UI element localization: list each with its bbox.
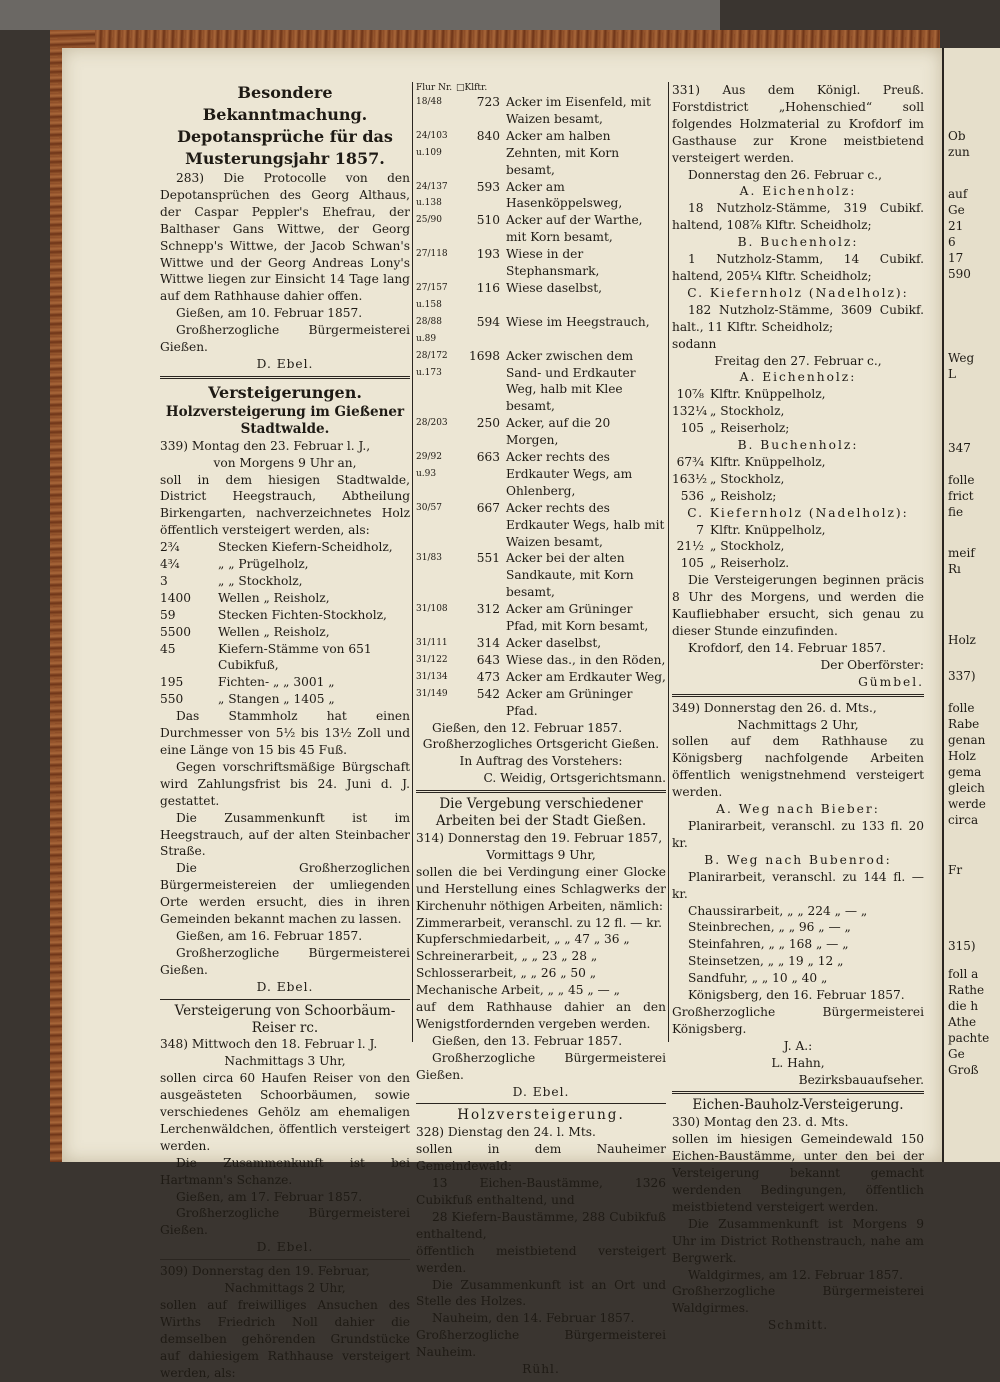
notice-authority: Großherzogliche Bürgermeisterei Nauheim. <box>416 1328 666 1360</box>
notice-314-time: Vormittags 9 Uhr, <box>486 847 596 862</box>
facing-page-fragment: 315) <box>948 939 976 953</box>
list-item: Schlosserarbeit, „ „ 26 „ 50 „ <box>416 966 597 981</box>
list-item: Mechanische Arbeit, „ „ 45 „ — „ <box>416 983 620 998</box>
heading-auctions: Versteigerungen. <box>208 382 362 402</box>
list-item: Steinsetzen, „ „ 19 „ 12 „ <box>688 954 844 969</box>
facing-page-fragment: zun <box>948 145 970 159</box>
separator <box>672 1091 924 1094</box>
facing-page-fragment: Rathe <box>948 983 985 997</box>
list-item: Chaussirarbeit, „ „ 224 „ — „ <box>688 903 868 918</box>
notice-signature: L. Hahn, <box>771 1055 825 1070</box>
list-item: 10⅞ Klftr. Knüppelholz, <box>676 387 826 402</box>
notice-330-date: 330) Montag den 23. d. Mts. <box>672 1115 849 1130</box>
notice-signature: D. Ebel. <box>256 1240 314 1255</box>
notice-authority: Großherzogliches Ortsgericht Gießen. <box>422 737 660 752</box>
facing-page-fragment: Rı <box>948 562 961 576</box>
heading-wood-auction: Holzversteigerung im Gießener Stadtwalde. <box>165 403 405 437</box>
table-row: 28/203 250 Acker, auf die 20 Morgen, <box>416 416 611 448</box>
notice-328-text: sollen in dem Nauheimer Gemeindewald: <box>416 1142 666 1174</box>
wood-category: A. Eichenholz: <box>739 184 857 199</box>
facing-page-fragment: pachte <box>948 1031 990 1045</box>
list-item: 105 „ Reiserholz. <box>680 556 790 571</box>
list-item: Steinbrechen, „ „ 96 „ — „ <box>688 920 851 935</box>
notice-328-text: 28 Kiefern-Baustämme, 288 Cubikfuß enthaltend, <box>416 1209 666 1241</box>
separator <box>160 376 410 379</box>
wood-category-text: 182 Nutzholz-Stämme, 3609 Cubikf. halt., 11 Klftr. Scheidholz; <box>672 302 924 334</box>
column-divider <box>412 82 413 1042</box>
table-row: 27/118 193 Wiese in der Stephansmark, <box>416 247 600 279</box>
facing-page-fragment: Athe <box>948 1015 977 1029</box>
table-row: 28/172 u.173 1698 Acker zwischen dem Sand- und Erdkauter Weg, halb mit Klee besamt, <box>416 348 636 414</box>
wood-category-text: 1 Nutzholz-Stamm, 14 Cubikf. haltend, 205¼ Klftr. Scheidholz; <box>672 252 924 283</box>
list-item: Planirarbeit, veranschl. zu 144 fl. — kr. <box>672 869 924 901</box>
table-row: 30/57 667 Acker rechts des Erdkauter Wegs, halb mit Waizen besamt, <box>416 500 665 549</box>
list-item: 21½ „ Stockholz, <box>676 539 785 554</box>
table-row: 31/122 643 Wiese das., in den Röden, <box>416 652 666 667</box>
table-row: 27/157 u.158 116 Wiese daselbst, <box>416 280 603 310</box>
notice-signature: D. Ebel. <box>512 1084 570 1099</box>
notice-339-text: soll in dem hiesigen Stadtwalde, District Heegstrauch, Abtheilung Birkengarten, nachverzeichnetes Holz öffentlich versteigert werden, als: <box>160 472 410 538</box>
facing-page-fragment: Ob <box>948 129 966 143</box>
notice-330-text: Die Zusammenkunft ist Morgens 9 Uhr im District Rothenstrauch, nahe am Bergwerk. <box>672 1216 924 1265</box>
list-item: Sandfuhr, „ „ 10 „ 40 „ <box>688 971 828 986</box>
notice-date: Gießen, den 13. Februar 1857. <box>432 1033 623 1048</box>
heading-wood-auction-2: Holzversteigerung. <box>457 1107 625 1124</box>
list-item: 3 „ „ Stockholz, <box>160 573 303 588</box>
notice-314-text: auf dem Rathhause dahier an den Wenigstfordernden vergeben werden. <box>416 1000 666 1031</box>
notice-309-date: 309) Donnerstag den 19. Februar, <box>160 1264 370 1279</box>
parcel-table <box>416 94 666 720</box>
notice-331-day: Donnerstag den 26. Februar c., <box>688 167 882 182</box>
notice-348-date: 348) Mittwoch den 18. Februar l. J. <box>160 1037 378 1052</box>
facing-page-fragment: genan <box>948 733 986 747</box>
list-item: 195 Fichten- „ „ 3001 „ <box>160 675 335 690</box>
notice-349-date: 349) Donnerstag den 26. d. Mts., <box>672 700 877 715</box>
notice-331-day: Freitag den 27. Februar c., <box>714 353 882 368</box>
notice-330-text: sollen im hiesigen Gemeindewald 150 Eichen-Baustämme, unter den bei der Versteigerung bekannt gemacht werdenden Bedingungen, öffentlich meistbietend versteigert werden. <box>672 1132 924 1214</box>
road-section: B. Weg nach Bubenrod: <box>704 852 892 867</box>
facing-page-fragment: meif <box>948 546 975 560</box>
table-row: 25/90 510 Acker auf der Warthe, mit Korn besamt, <box>416 213 643 245</box>
notice-authority: In Auftrag des Vorstehers: <box>459 754 623 769</box>
notice-signature: C. Weidig, Ortsgerichtsmann. <box>483 771 666 786</box>
list-item: Planirarbeit, veranschl. zu 133 fl. 20 kr. <box>672 818 924 850</box>
heading-oak-auction: Eichen-Bauholz-Versteigerung. <box>692 1097 904 1114</box>
notice-date: Königsberg, den 16. Februar 1857. <box>688 988 905 1003</box>
notice-signature: Gümbel. <box>858 674 924 689</box>
list-item: 536 „ Reisholz; <box>680 488 777 503</box>
wood-category: B. Buchenholz: <box>737 235 859 250</box>
table-header: Flur Nr. □Klftr. <box>416 83 488 93</box>
separator <box>672 694 924 697</box>
notice-authority: Großherzogliche Bürgermeisterei Gießen. <box>160 945 410 977</box>
facing-page-fragment: L <box>948 367 956 381</box>
table-row: 31/83 551 Acker bei der alten Sandkaute, mit Korn besamt, <box>416 551 634 600</box>
facing-page-fragment: gema <box>948 765 982 779</box>
list-item: 105 „ Reiserholz; <box>680 421 790 436</box>
facing-page-fragment: Weg <box>948 351 975 365</box>
list-item: 67¾ Klftr. Knüppelholz, <box>676 454 826 469</box>
separator <box>416 1103 666 1104</box>
facing-page-fragment: foll a <box>948 967 979 981</box>
heading-works-allocation: Die Vergebung verschiedener Arbeiten bei der Stadt Gießen. <box>435 796 647 830</box>
list-item: Kupferschmiedarbeit, „ „ 47 „ 36 „ <box>416 932 630 947</box>
list-item: 59 Stecken Fichten-Stockholz, <box>160 607 387 622</box>
facing-page-fragment: folle <box>948 701 975 715</box>
notice-314-text: sollen die bei Verdingung einer Glocke und Herstellung eines Schlagwerks der Kirchenuhr nöthigen Arbeiten, nämlich: <box>416 864 666 913</box>
notice-date: Gießen, den 12. Februar 1857. <box>432 720 623 735</box>
notice-339-date: 339) Montag den 23. Februar l. J., <box>160 438 371 453</box>
notice-331-text: Die Versteigerungen beginnen präcis 8 Uhr des Morgens, und werden die Kaufliebhaber ersucht, sich genau zu dieser Stunde einzufinden. <box>672 573 924 638</box>
notice-348-text: sollen circa 60 Haufen Reiser von den ausgeästeten Schoorbäumen, sowie verschiedenes Gehölz am ehemaligen Lerchenwäldchen, öffentlich versteigert werden. <box>160 1071 410 1153</box>
notice-authority: Großherzogliche Bürgermeisterei Königsberg. <box>672 1004 924 1036</box>
notice-314-date: 314) Donnerstag den 19. Februar 1857, <box>416 830 663 845</box>
book-binding-top <box>95 30 940 50</box>
column-divider <box>668 82 669 1042</box>
table-row: 24/137 u.138 593 Acker am Hasenköppelsweg, <box>416 179 623 211</box>
notice-authority: Großherzogliche Bürgermeisterei Gießen. <box>416 1050 666 1082</box>
notice-date: Gießen, am 10. Februar 1857. <box>176 306 363 321</box>
facing-page-fragment: die h <box>948 999 979 1013</box>
column-1 <box>160 82 410 1382</box>
list-item: Schreinerarbeit, „ „ 23 „ 28 „ <box>416 949 598 964</box>
table-row: 31/134 473 Acker am Erdkauter Weg, <box>416 669 666 684</box>
facing-page-fragment: folle <box>948 473 975 487</box>
notice-349-text: sollen auf dem Rathhause zu Königsberg nachfolgende Arbeiten öffentlich wenigstnehmend versteigert werden. <box>672 734 924 800</box>
notice-339-time: von Morgens 9 Uhr an, <box>213 455 357 470</box>
separator <box>160 1259 410 1260</box>
facing-page-fragment: frict <box>948 489 974 503</box>
table-row: 31/149 542 Acker am Grüninger Pfad. <box>416 686 633 718</box>
table-row: 28/88 u.89 594 Wiese im Heegstrauch, <box>416 314 650 344</box>
wood-category: C. Kiefernholz (Nadelholz): <box>687 505 909 520</box>
notice-328-text: 13 Eichen-Baustämme, 1326 Cubikfuß enthaltend, und <box>416 1176 666 1207</box>
notice-signature: D. Ebel. <box>256 356 314 371</box>
notice-date: Nauheim, den 14. Februar 1857. <box>432 1311 635 1326</box>
separator <box>160 999 410 1000</box>
list-item: 163½ „ Stockholz, <box>672 471 785 486</box>
notice-309-text: sollen auf freiwilliges Ansuchen des Wirths Friedrich Noll dahier die demselben gehörenden Grundstücke auf dahiesigem Rathhause versteigert werden, als: <box>160 1298 410 1380</box>
facing-page-fragment: 17 <box>948 251 964 265</box>
table-row: 18/48 723 Acker im Eisenfeld, mit Waizen besamt, <box>416 95 651 126</box>
facing-page-fragment: auf <box>948 187 968 201</box>
notice-date: Gießen, am 17. Februar 1857. <box>176 1189 363 1204</box>
facing-page-fragment: Rabe <box>948 717 980 731</box>
notice-339-text: Die Zusammenkunft ist im Heegstrauch, auf der alten Steinbacher Straße. <box>160 810 410 859</box>
notice-328-text: Die Zusammenkunft ist an Ort und Stelle des Holzes. <box>416 1277 666 1309</box>
facing-page-fragment: circa <box>948 813 979 827</box>
notice-signature: Bezirksbauaufseher. <box>798 1072 924 1087</box>
notice-authority: Großherzogliche Bürgermeisterei Waldgirmes. <box>672 1284 924 1316</box>
heading-depot-claims: Depotansprüche für das Musterungsjahr 1857. <box>177 127 393 168</box>
list-item: 45 Kiefern-Stämme von 651 Cubikfuß, <box>160 641 372 673</box>
facing-page-fragment: 337) <box>948 669 976 683</box>
facing-page-fragment: Ge <box>948 203 965 217</box>
notice-authority: J. A.: <box>783 1038 813 1053</box>
facing-page-fragment: gleich <box>948 781 985 795</box>
column-3 <box>672 82 924 1334</box>
facing-page-fragment: Groß <box>948 1063 979 1077</box>
list-item: 4¾ „ „ Prügelholz, <box>160 557 309 572</box>
list-item: Zimmerarbeit, veranschl. zu 12 fl. — kr. <box>416 915 662 930</box>
facing-page-fragment: Ge <box>948 1047 965 1061</box>
notice-date: Gießen, am 16. Februar 1857. <box>176 928 363 943</box>
notice-authority: Großherzogliche Bürgermeisterei Gießen. <box>160 323 410 355</box>
wood-category: A. Eichenholz: <box>739 370 857 385</box>
separator <box>416 790 666 793</box>
notice-348-text: Die Zusammenkunft ist bei Hartmann's Schanze. <box>160 1155 410 1187</box>
notice-signature: Schmitt. <box>767 1318 829 1333</box>
facing-page-fragment: 347 <box>948 441 971 455</box>
road-section: A. Weg nach Bieber: <box>716 802 880 817</box>
notice-signature: Rühl. <box>522 1362 560 1377</box>
facing-page-fragment: 6 <box>948 235 956 249</box>
wood-category-text: 18 Nutzholz-Stämme, 319 Cubikf. haltend, 108⅞ Klftr. Scheidholz; <box>672 201 924 233</box>
list-item: 5500 Wellen „ Reisholz, <box>160 624 330 639</box>
facing-page-fragment: Holz <box>948 633 976 647</box>
notice-339-text: Gegen vorschriftsmäßige Bürgschaft wird Zahlungsfrist bis 24. Juni d. J. gestattet. <box>160 759 410 808</box>
facing-page-fragment: 590 <box>948 267 971 281</box>
notice-328-date: 328) Dienstag den 24. l. Mts. <box>416 1125 596 1140</box>
wood-category: C. Kiefernholz (Nadelholz): <box>687 285 909 300</box>
list-item: 550 „ Stangen „ 1405 „ <box>160 692 335 707</box>
table-row: 31/108 312 Acker am Grüninger Pfad, mit Korn besamt, <box>416 602 649 634</box>
notice-signature: D. Ebel. <box>256 979 314 994</box>
facing-page-fragment: fie <box>948 505 964 519</box>
list-item: 132¼ „ Stockholz, <box>672 404 785 419</box>
notice-331-text: 331) Aus dem Königl. Preuß. Forstdistrict „Hohenschied“ soll folgendes Holzmaterial zu Krofdorf im Gasthause zur Krone meistbietend versteigert werden. <box>672 83 924 165</box>
notice-283: 283) Die Protocolle von den Depotansprüchen des Georg Althaus, der Caspar Peppler's Ehefrau, der Balthaser Gans Wittwe, der Georg Schnepp's Wittwe, der Jacob Schwan's Wittwe und der Georg Andreas Lony's Wittwe liegen zur Einsicht 14 Tage lang auf dem Rathhause dahier offen. <box>160 171 410 304</box>
wood-category: B. Buchenholz: <box>737 438 859 453</box>
facing-page-fragment: 21 <box>948 219 964 233</box>
table-row: 29/92 u.93 663 Acker rechts des Erdkauter Wegs, am Ohlenberg, <box>416 450 633 498</box>
scanner-background <box>0 0 720 30</box>
list-item: 1400 Wellen „ Reisholz, <box>160 590 330 605</box>
works-list <box>416 915 666 1000</box>
notice-339-text: Das Stammholz hat einen Durchmesser von 5½ bis 13½ Zoll und eine Länge von 15 bis 45 Fuß. <box>160 709 410 757</box>
facing-page-fragment: Holz <box>948 749 976 763</box>
facing-page-fragment: werde <box>948 797 986 811</box>
notice-authority: Der Oberförster: <box>820 657 924 672</box>
column-2 <box>416 82 666 1378</box>
heading-special-notice: Besondere Bekanntmachung. <box>202 83 368 124</box>
notice-328-text: öffentlich meistbietend versteigert werden. <box>416 1243 666 1275</box>
list-item: 7 Klftr. Knüppelholz, <box>696 522 826 537</box>
table-row: 24/103 u.109 840 Acker am halben Zehnten, mit Korn besamt, <box>416 128 620 177</box>
notice-331-text: sodann <box>672 336 717 351</box>
notice-date: Krofdorf, den 14. Februar 1857. <box>688 640 886 655</box>
list-item: 2¾ Stecken Kiefern-Scheidholz, <box>160 540 393 555</box>
table-row: 31/111 314 Acker daselbst, <box>416 636 602 650</box>
notice-349-time: Nachmittags 2 Uhr, <box>737 717 859 732</box>
notice-date: Waldgirmes, am 12. Februar 1857. <box>688 1267 904 1282</box>
facing-page-fragment: Fr <box>948 863 963 877</box>
list-item: Steinfahren, „ „ 168 „ — „ <box>688 937 849 952</box>
notice-348-time: Nachmittags 3 Uhr, <box>224 1054 346 1069</box>
notice-339-text: Die Großherzoglichen Bürgermeistereien der umliegenden Orte werden ersucht, dies in ihren Gemeinden bekannt machen zu lassen. <box>160 861 410 927</box>
notice-authority: Großherzogliche Bürgermeisterei Gießen. <box>160 1206 410 1238</box>
heading-schoor-auction: Versteigerung von Schoorbäum-Reiser rc. <box>174 1002 396 1036</box>
wood-list <box>160 539 410 708</box>
notice-309-time: Nachmittags 2 Uhr, <box>224 1281 346 1296</box>
